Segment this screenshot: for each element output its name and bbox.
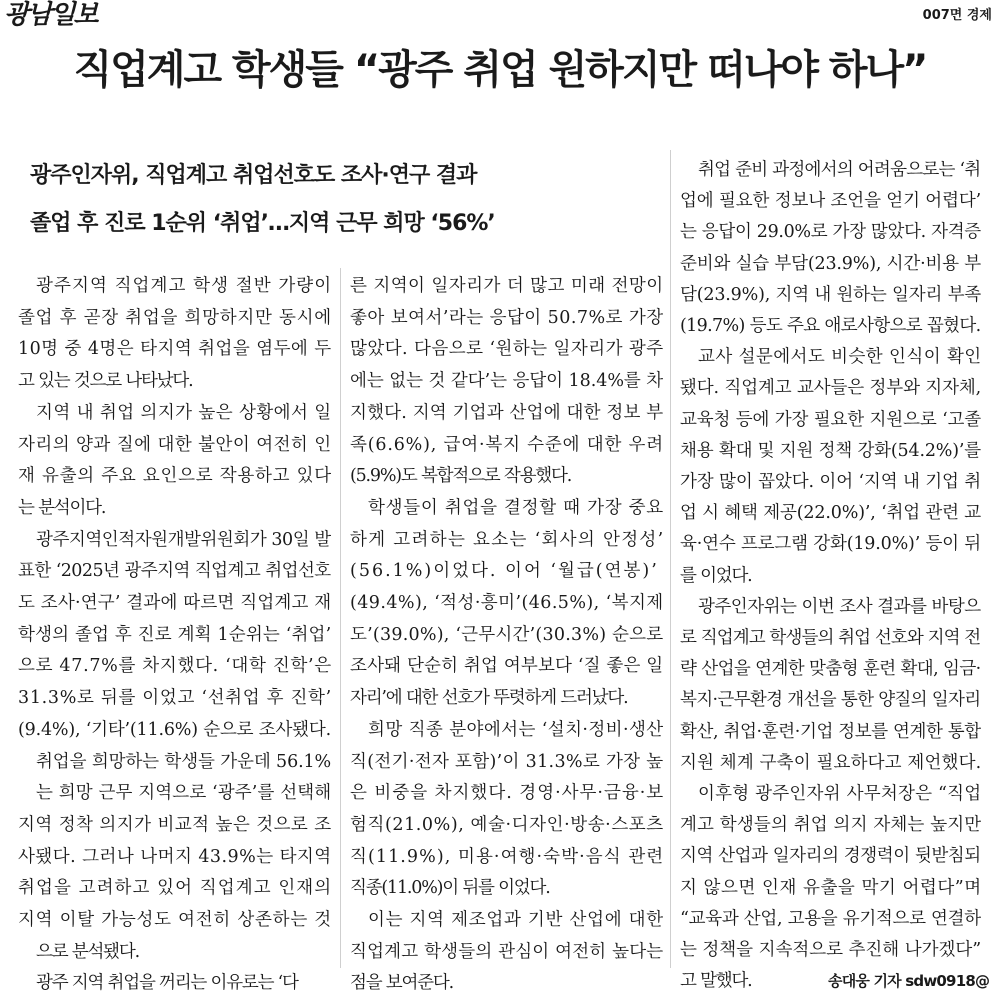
article-text-line: 복지·근무환경 개선을 통한 양질의 일자리 xyxy=(680,690,981,711)
article-text-line: 광주인자위는 이번 조사 결과를 바탕으 xyxy=(698,596,981,617)
article-text-line: 자리의 양과 질에 대한 불안이 여전히 인 xyxy=(18,434,332,455)
article-text-line: 는 응답이 29.0%로 가장 많았다. 자격증 xyxy=(680,222,981,243)
article-headline: 직업계고 학생들 “광주 취업 원하지만 떠나야 하나” xyxy=(73,47,927,93)
article-text-line: 31.3%로 뒤를 이었고 ‘선취업 후 진학’ xyxy=(18,688,332,709)
masthead-logo-text: 광남일보 xyxy=(4,0,97,30)
article-text-line: 육·연수 프로그램 강화(19.0%)’ 등이 뒤 xyxy=(680,534,982,555)
article-text-line: 업 시 혜택 제공(22.0%)’, ‘취업 관련 교 xyxy=(680,503,982,524)
article-text-line: 표한 ‘2025년 광주지역 직업계고 취업선호 xyxy=(18,561,331,582)
article-text-line: 학생들이 취업을 결정할 때 가장 중요 xyxy=(368,497,664,518)
article-text-line: 교사 설문에서도 비슷한 인식이 확인 xyxy=(698,347,982,368)
article-text-line: (56.1%)이었다. 이어 ‘월급(연봉)’ xyxy=(350,561,659,582)
article-text-line: 재 유출의 주요 요인으로 작용하고 있다 xyxy=(18,466,332,487)
page-section-label: 007면 경제 xyxy=(922,8,992,23)
column-divider xyxy=(670,150,671,968)
article-text-line: (49.4%), ‘적성·흥미’(46.5%), ‘복지제 xyxy=(350,593,664,613)
article-text-line: 도 조사·연구’ 결과에 따르면 직업계고 재 xyxy=(18,593,332,613)
article-text-line: 광주지역인적자원개발위원회가 30일 발 xyxy=(36,529,331,550)
article-text-line: 도’(39.0%), ‘근무시간’(30.3%) 순으로 xyxy=(350,624,664,645)
article-text-line: 는 희망 근무 지역으로 ‘광주’를 선택해 xyxy=(36,783,332,804)
article-text-line: 사됐다. 그러나 나머지 43.9%는 타지역 xyxy=(18,846,332,867)
article-text-line: 를 이었다. xyxy=(680,565,752,586)
article-text-line: 은 비중을 차지했다. 경영·사무·금융·보 xyxy=(350,783,665,804)
article-text-line: 계고 학생들의 취업 의지 자체는 높지만 xyxy=(680,815,982,836)
article-text-line: 취업을 고려하고 있어 직업계고 인재의 xyxy=(18,878,333,899)
article-text-line: 취업 준비 과정에서의 어려움으로는 ‘취 xyxy=(698,160,981,180)
article-text-line: 졸업 후 곧장 취업을 희망하지만 동시에 xyxy=(18,307,332,328)
article-text-line: 으로 47.7%를 차지했다. ‘대학 진학’은 xyxy=(18,656,332,677)
article-text-line: 직(전기·전자 포함)’이 31.3%로 가장 높 xyxy=(350,751,664,772)
article-text-line: 고 있는 것으로 나타났다. xyxy=(18,371,193,392)
article-text-line: 많았다. 다음으로 ‘원하는 일자리가 광주 xyxy=(350,339,664,360)
article-text-line: 험직(21.0%), 예술·디자인·방송·스포츠 xyxy=(350,814,664,835)
article-text-line: 광주 지역 취업을 꺼리는 이유로는 ‘다 xyxy=(36,973,298,994)
article-text-line: 지역 산업과 일자리의 경쟁력이 뒷받침되 xyxy=(680,846,981,867)
article-subhead-2: 졸업 후 진로 1순위 ‘취업’…지역 근무 희망 ‘56%’ xyxy=(30,211,495,236)
article-text-line: (9.4%), ‘기타’(11.6%) 순으로 조사됐다. xyxy=(18,719,332,740)
article-text-line: 광주지역 직업계고 학생 절반 가량이 xyxy=(36,276,333,296)
article-text-line: 10명 중 4명은 타지역 취업을 염두에 두 xyxy=(18,339,332,360)
article-text-line: 이후형 광주인자위 사무처장은 “직업 xyxy=(698,784,982,804)
article-text-line: 취업을 희망하는 학생들 가운데 56.1% xyxy=(36,751,332,772)
article-text-line: 담(23.9%), 지역 내 원하는 일자리 부족 xyxy=(680,284,982,305)
article-text-line: 으로 분석됐다. xyxy=(36,941,139,962)
article-text-line: 하게 고려하는 요소는 ‘회사의 안정성’ xyxy=(350,529,665,550)
article-text-line: 직(11.9%), 미용·여행·숙박·음식 관련 xyxy=(350,846,665,867)
article-text-line: “교육과 산업, 고용을 유기적으로 연결하 xyxy=(680,908,981,929)
article-text-line: 직업계고 학생들의 관심이 여전히 높다는 xyxy=(350,941,664,962)
article-text-line: 지원 체계 구축이 필요하다고 제언했다. xyxy=(680,752,982,773)
article-text-line: 가장 많이 꼽았다. 이어 ‘지역 내 기업 취 xyxy=(680,472,982,492)
article-subhead-1: 광주인자위, 직업계고 취업선호도 조사·연구 결과 xyxy=(30,163,477,188)
column-divider xyxy=(340,268,341,968)
article-text-line: 좋아 보여서’라는 응답이 50.7%로 가장 xyxy=(350,307,664,328)
article-text-line: 지했다. 지역 기업과 산업에 대한 정보 부 xyxy=(350,402,664,423)
article-text-line: 지역 내 취업 의지가 높은 상황에서 일 xyxy=(36,402,332,423)
article-text-line: 학생의 졸업 후 진로 계획 1순위는 ‘취업’ xyxy=(18,624,332,645)
article-text-line: 점을 보여준다. xyxy=(350,973,453,994)
article-text-line: 에는 없는 것 같다’는 응답이 18.4%를 차 xyxy=(350,371,664,392)
article-text-line: 족(6.6%), 급여·복지 수준에 대한 우려 xyxy=(350,434,665,455)
article-text-line: 이는 지역 제조업과 기반 산업에 대한 xyxy=(368,910,664,930)
article-text-line: 고 말했다. xyxy=(680,971,752,992)
article-text-line: 지역 정착 의지가 비교적 높은 것으로 조 xyxy=(18,814,332,835)
article-text-line: 른 지역이 일자리가 더 많고 미래 전망이 xyxy=(350,276,664,296)
article-text-line: (5.9%)도 복합적으로 작용했다. xyxy=(350,466,572,487)
article-text-line: 교육청 등에 가장 필요한 지원으로 ‘고졸 xyxy=(680,409,982,430)
article-text-line: 지역 이탈 가능성도 여전히 상존하는 것 xyxy=(18,910,332,930)
article-text-line: 됐다. 직업계고 교사들은 정부와 지자체, xyxy=(680,378,982,399)
article-text-line: 조사돼 단순히 취업 여부보다 ‘질 좋은 일 xyxy=(350,656,664,677)
article-text-line: 는 분석이다. xyxy=(18,497,106,518)
article-text-line: 준비와 실습 부담(23.9%), 시간·비용 부 xyxy=(680,253,982,274)
article-text-line: 직종(11.0%)이 뒤를 이었다. xyxy=(350,878,550,899)
article-text-line: 략 산업을 연계한 맞춤형 훈련 확대, 임금· xyxy=(680,659,981,680)
article-text-line: 로 직업계고 학생들의 취업 선호와 지역 전 xyxy=(680,628,981,648)
article-text-line: 채용 확대 및 지원 정책 강화(54.2%)’를 xyxy=(680,440,982,461)
article-text-line: 자리’에 대한 선호가 뚜렷하게 드러났다. xyxy=(350,688,628,709)
article-text-line: 확산, 취업·훈련·기업 정보를 연계한 통합 xyxy=(680,721,981,742)
article-text-line: 업에 필요한 정보나 조언을 얻기 어렵다’ xyxy=(680,191,982,212)
article-text-line: 희망 직종 분야에서는 ‘설치·정비·생산 xyxy=(368,719,664,740)
article-text-line: 지 않으면 인재 유출을 막기 어렵다”며 xyxy=(680,877,982,898)
article-text-line: 는 정책을 지속적으로 추진해 나가겠다” xyxy=(680,940,982,960)
article-text-line: (19.7%) 등도 주요 애로사항으로 꼽혔다. xyxy=(680,316,981,336)
newspaper-masthead-logo xyxy=(4,0,144,34)
reporter-byline: 송대웅 기자 sdw0918@ xyxy=(828,972,990,991)
